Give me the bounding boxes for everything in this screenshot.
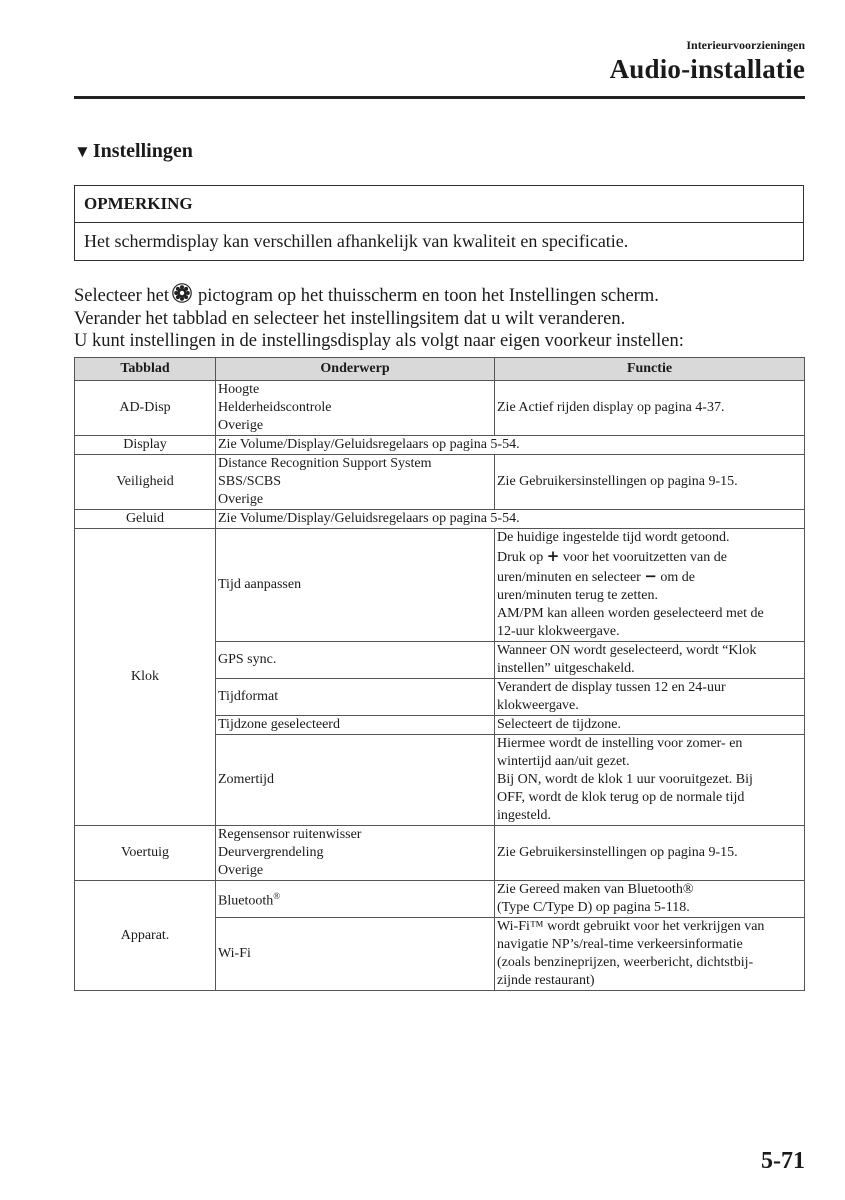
tab-cell: AD-Disp: [75, 381, 216, 436]
function-cell: [495, 735, 805, 826]
tab-cell: Display: [75, 436, 216, 455]
tab-cell: Klok: [75, 529, 216, 826]
header-rule: [74, 96, 805, 99]
table-row: [75, 381, 805, 436]
function-line: navigatie NP’s/real-time verkeersinformatie: [497, 937, 743, 952]
function-line: Wi-Fi™ wordt gebruikt voor het verkrijgen van: [497, 919, 765, 934]
function-line: (Type C/Type D) op pagina 5-118.: [497, 900, 690, 915]
subject-cell: [216, 826, 495, 881]
table-row: [75, 826, 805, 881]
header-tabblad: Tabblad: [75, 358, 216, 381]
header-onderwerp: Onderwerp: [216, 358, 495, 381]
subject-cell: Zomertijd: [216, 735, 495, 826]
plus-icon: +: [546, 547, 560, 565]
table-row: [75, 436, 805, 455]
subject-item: Overige: [218, 492, 264, 507]
function-cell: Zie Actief rijden display op pagina 4-37.: [495, 381, 805, 436]
subject-cell: Wi-Fi: [216, 918, 495, 991]
subject-item: Regensensor ruitenwisser: [218, 827, 362, 842]
intro-line-3: U kunt instellingen in de instellingsdisplay als volgt naar eigen voorkeur instellen:: [74, 331, 684, 351]
table-row: [75, 510, 805, 529]
function-line: Verandert de display tussen 12 en 24-uur: [497, 680, 726, 695]
registered-mark: ®: [273, 891, 281, 902]
function-line: AM/PM kan alleen worden geselecteerd met de: [497, 606, 764, 621]
running-header-section: Interieurvoorzieningen: [686, 38, 805, 52]
subject-item: Helderheidscontrole: [218, 400, 332, 415]
note-title: OPMERKING: [75, 186, 803, 223]
function-cell: Zie Gebruikersinstellingen op pagina 9-15.: [495, 826, 805, 881]
function-line: [497, 567, 802, 587]
function-line: (zoals benzineprijzen, weerbericht, dichtstbij-: [497, 955, 754, 970]
subject-cell: [216, 381, 495, 436]
intro-line-2: Verander het tabblad en selecteer het instellingsitem dat u wilt veranderen.: [74, 308, 626, 329]
function-cell: [495, 918, 805, 991]
subject-item: Overige: [218, 863, 264, 878]
subject-cell: Tijdformat: [216, 679, 495, 716]
section-heading-text: Instellingen: [92, 140, 193, 162]
function-line: klokweergave.: [497, 698, 579, 713]
subject-item: Distance Recognition Support System: [218, 456, 432, 471]
function-text: Druk op: [497, 550, 544, 565]
intro-line-1: [74, 283, 684, 308]
function-line: 12-uur klokweergave.: [497, 624, 620, 639]
merged-cell: Zie Volume/Display/Geluidsregelaars op pagina 5-54.: [216, 436, 805, 455]
subject-cell: [216, 455, 495, 510]
minus-icon: −: [644, 567, 657, 585]
table-row: [75, 881, 805, 918]
subject-cell: Tijd aanpassen: [216, 529, 495, 642]
function-cell: [495, 881, 805, 918]
subject-item: Hoogte: [218, 382, 260, 397]
header-functie: Functie: [495, 358, 805, 381]
intro-paragraph: [74, 283, 684, 353]
note-box: [74, 185, 804, 261]
function-text: uren/minuten en selecteer: [497, 570, 641, 585]
subject-cell: Tijdzone geselecteerd: [216, 716, 495, 735]
table-row: [75, 529, 805, 642]
function-line: zijnde restaurant): [497, 973, 595, 988]
function-cell: [495, 642, 805, 679]
intro-line-1-start: Selecteer het: [74, 286, 170, 306]
intro-line-1-end: pictogram op het thuisscherm en toon het Instellingen scherm.: [198, 286, 659, 306]
subject-cell: GPS sync.: [216, 642, 495, 679]
function-line: De huidige ingestelde tijd wordt getoond.: [497, 530, 730, 545]
note-body: Het schermdisplay kan verschillen afhankelijk van kwaliteit en specificatie.: [84, 231, 629, 251]
function-line: Wanneer ON wordt geselecteerd, wordt “Klok: [497, 643, 757, 658]
tab-cell: Geluid: [75, 510, 216, 529]
function-cell: Selecteert de tijdzone.: [495, 716, 805, 735]
section-heading: [74, 140, 193, 163]
function-line: Zie Gereed maken van Bluetooth®: [497, 882, 694, 897]
function-cell: Zie Gebruikersinstellingen op pagina 9-15.: [495, 455, 805, 510]
function-line: Bij ON, wordt de klok 1 uur vooruitgezet. Bij: [497, 772, 753, 787]
subject-item: Overige: [218, 418, 264, 433]
function-cell: [495, 529, 805, 642]
triangle-marker-icon: ▼: [74, 141, 91, 161]
tab-cell: Apparat.: [75, 881, 216, 991]
page-number: 5-71: [761, 1148, 805, 1174]
subject-text: Bluetooth: [218, 893, 274, 909]
function-text: om de: [660, 570, 696, 585]
subject-item: SBS/SCBS: [218, 474, 282, 489]
settings-gear-icon: [172, 283, 192, 303]
settings-table: [74, 357, 805, 991]
tab-cell: Veiligheid: [75, 455, 216, 510]
function-cell: [495, 679, 805, 716]
subject-cell: [216, 881, 495, 918]
function-line: instellen” uitgeschakeld.: [497, 661, 635, 676]
function-line: [497, 547, 802, 567]
function-line: Hiermee wordt de instelling voor zomer- en: [497, 736, 743, 751]
function-text: voor het vooruitzetten van de: [562, 550, 727, 565]
page-header-title: Audio-installatie: [609, 54, 805, 84]
table-header-row: [75, 358, 805, 381]
merged-cell: Zie Volume/Display/Geluidsregelaars op pagina 5-54.: [216, 510, 805, 529]
tab-cell: Voertuig: [75, 826, 216, 881]
function-line: ingesteld.: [497, 808, 552, 823]
function-line: OFF, wordt de klok terug op de normale tijd: [497, 790, 745, 805]
function-line: wintertijd aan/uit gezet.: [497, 754, 630, 769]
function-line: uren/minuten terug te zetten.: [497, 588, 658, 603]
table-row: [75, 455, 805, 510]
subject-item: Deurvergrendeling: [218, 845, 324, 860]
